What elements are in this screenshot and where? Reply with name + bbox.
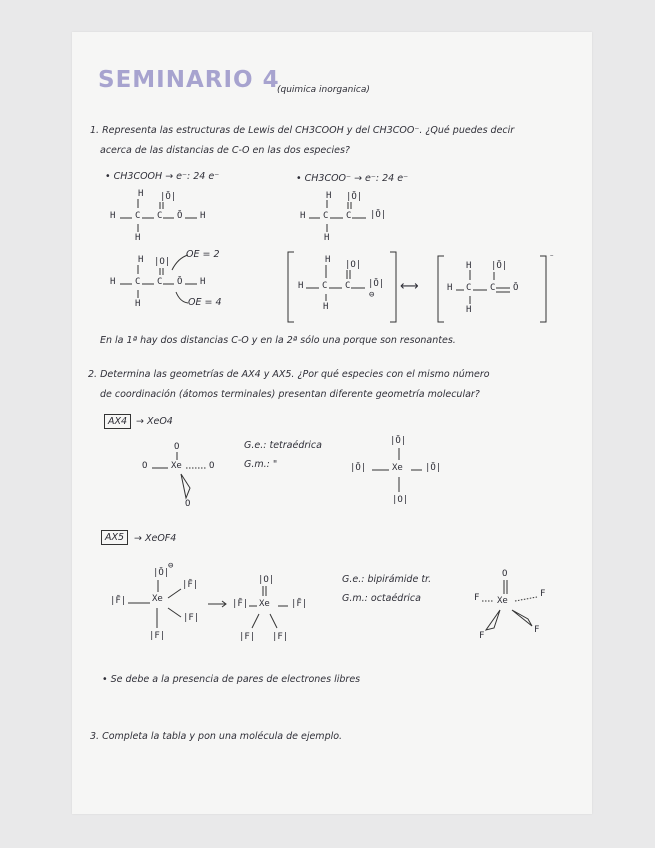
atom-o: Ō [513, 283, 519, 293]
atom-o: Ō [177, 277, 183, 287]
minus-charge: ⊖ [168, 561, 174, 571]
atom-h: H [298, 281, 304, 291]
q2-note: • Se debe a la presencia de pares de electrones libres [102, 674, 361, 685]
atom-f: |F| [183, 613, 200, 623]
minus-charge: ⊖ [369, 290, 375, 300]
atom-f: F [534, 625, 540, 635]
page-subtitle: (quimica inorganica) [277, 85, 370, 95]
q1-conclusion: En la 1ª hay dos distancias C-O y en la 2ª sólo una porque son resonantes. [100, 335, 456, 346]
q2-text-line2: de coordinación (átomos terminales) presentan diferente geometría molecular? [100, 389, 480, 400]
ax5-molecular-geometry: G.m.: octaédrica [342, 593, 421, 604]
atom-o: |Ō| [368, 279, 385, 289]
atom-o: |O| [258, 575, 275, 585]
atom-xe: Xe [497, 596, 508, 606]
atom-h: H [110, 277, 116, 287]
acid-2-bonds [120, 255, 197, 303]
atom-f: |F̄| [110, 596, 127, 606]
atom-o: |Ō| [491, 261, 508, 271]
atom-h: H [325, 255, 331, 265]
atom-o: O [502, 569, 508, 579]
atom-h: H [110, 211, 116, 221]
oe-label-top: OE = 2 [186, 249, 220, 260]
atom-xe: Xe [171, 461, 182, 471]
acid-1-bonds [120, 199, 197, 232]
xeo4-bonds [152, 448, 422, 498]
oe-label-bottom: OE = 4 [188, 297, 222, 308]
atom-o: O [174, 442, 180, 452]
atom-o: |Ō| [425, 463, 442, 473]
atom-c: C [323, 211, 329, 221]
atom-h: H [447, 283, 453, 293]
atom-h: H [466, 261, 472, 271]
atom-xe: Xe [259, 599, 270, 609]
atom-c: C [135, 211, 141, 221]
q1-text-line2: acerca de las distancias de C-O en las dos especies? [100, 145, 350, 156]
atom-h: H [200, 211, 206, 221]
atom-c: C [157, 277, 163, 287]
atom-o: Ō [177, 211, 183, 221]
anion-1-bonds [309, 200, 366, 232]
q2-text-line1: 2. Determina las geometrías de AX4 y AX5. ¿Por qué especies con el mismo número [88, 369, 490, 380]
atom-o: O [209, 461, 215, 471]
atom-o: |Ō| [390, 436, 407, 446]
ax5-box-label: AX5 [101, 530, 128, 545]
atom-xe: Xe [392, 463, 403, 473]
ax5-species: → XeOF4 [134, 533, 177, 544]
resonance-brackets [288, 252, 546, 322]
atom-f: |F̄| [182, 580, 199, 590]
atom-f: F [474, 593, 480, 603]
atom-h: H [324, 233, 330, 243]
q3-text: 3. Completa la tabla y pon una molécula de ejemplo. [90, 731, 343, 742]
atom-h: H [135, 233, 141, 243]
ax4-species: → XeO4 [136, 416, 173, 427]
atom-o: O [185, 499, 191, 509]
atom-h: H [138, 255, 144, 265]
atom-c: C [157, 211, 163, 221]
atom-f: |F| [239, 632, 256, 642]
atom-h: H [323, 302, 329, 312]
atom-c: C [322, 281, 328, 291]
anion-electron-count: • CH3COO⁻ → e⁻: 24 e⁻ [296, 173, 409, 184]
atom-c: C [490, 283, 496, 293]
xeof4-bonds [128, 580, 537, 630]
atom-h: H [326, 191, 332, 201]
atom-h: H [138, 189, 144, 199]
atom-o: |Ō| [160, 192, 177, 202]
ax4-electronic-geometry: G.e.: tetraédrica [244, 440, 322, 451]
page-title: SEMINARIO 4 [98, 67, 280, 93]
atom-o: |Ō| [153, 568, 170, 578]
atom-f: F [540, 589, 546, 599]
acid-electron-count: • CH3COOH → e⁻: 24 e⁻ [105, 171, 220, 182]
atom-o: |O| [392, 495, 409, 505]
q1-text-line1: 1. Representa las estructuras de Lewis del CH3COOH y del CH3COO⁻. ¿Qué puedes decir [90, 125, 515, 136]
atom-h: H [200, 277, 206, 287]
atom-o: |O| [345, 260, 362, 270]
resonance-arrow: ⟷ [400, 279, 419, 294]
ax4-molecular-geometry: G.m.: " [244, 459, 278, 470]
atom-o: O [142, 461, 148, 471]
atom-c: C [345, 281, 351, 291]
atom-o: |O| [154, 257, 171, 267]
atom-f: F [479, 631, 485, 641]
atom-c: C [346, 211, 352, 221]
charge-mark: ⁻ [549, 253, 555, 263]
atom-o: |Ō| [350, 463, 367, 473]
atom-f: |F| [272, 632, 289, 642]
atom-xe: Xe [152, 594, 163, 604]
atom-f: |F| [149, 631, 166, 641]
atom-c: C [135, 277, 141, 287]
atom-f: |F̄| [291, 599, 308, 609]
atom-o: |Ō| [346, 192, 363, 202]
atom-h: H [300, 211, 306, 221]
atom-f: |F̄| [232, 599, 249, 609]
ax4-box-label: AX4 [104, 414, 131, 429]
atom-o: |Ō| [370, 210, 387, 220]
atom-h: H [466, 305, 472, 315]
atom-c: C [466, 283, 472, 293]
ax5-electronic-geometry: G.e.: bipirámide tr. [342, 574, 432, 585]
atom-h: H [135, 299, 141, 309]
